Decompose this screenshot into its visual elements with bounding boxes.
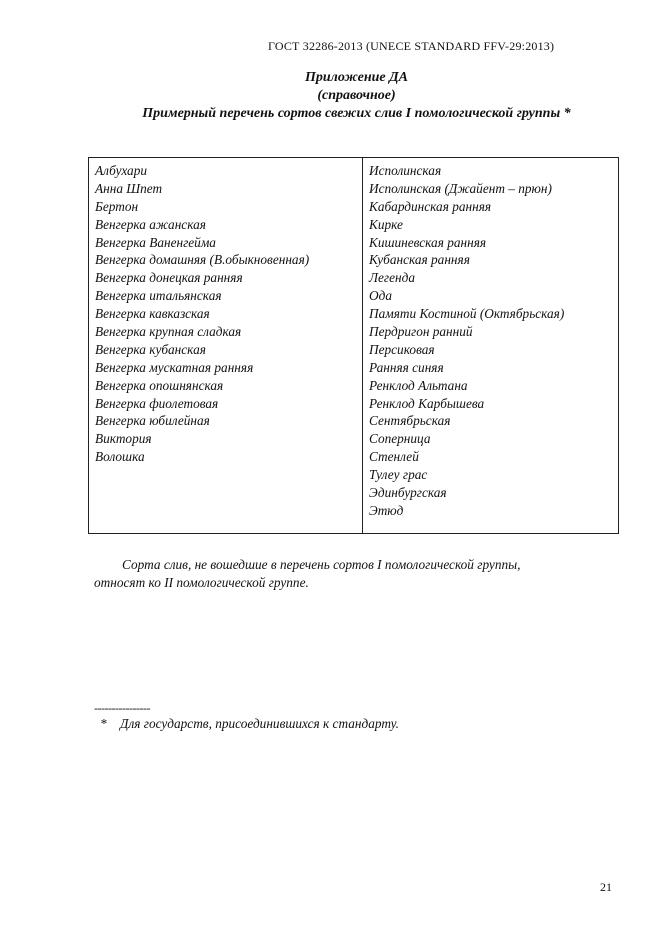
variety-item: Виктория: [95, 431, 152, 447]
variety-item: Венгерка фиолетовая: [95, 395, 219, 411]
variety-item: Ренклод Карбышева: [369, 395, 485, 411]
right-column: [369, 162, 564, 520]
variety-item: Этюд: [369, 502, 404, 518]
variety-item: Пердригон ранний: [369, 324, 473, 340]
annex-caption: Примерный перечень сортов свежих слив I помологической группы *: [142, 106, 571, 121]
annex-title: Приложение ДА: [304, 70, 409, 85]
variety-item: Венгерка домашняя (В.обыкновенная): [95, 252, 310, 268]
annex-status: (справочное): [317, 88, 396, 103]
variety-item: Венгерка мускатная ранняя: [95, 359, 254, 375]
note-line-2: относят ко II помологической группе.: [94, 575, 309, 590]
variety-item: Венгерка опошнянская: [95, 377, 224, 393]
footnote-text: Для государств, присоединившихся к стандарту.: [120, 716, 399, 731]
column-divider: [362, 158, 363, 533]
variety-item: Кишиневская ранняя: [369, 234, 487, 250]
classification-note: [94, 556, 614, 592]
document-header: ГОСТ 32286-2013 (UNECE STANDARD FFV-29:2013): [268, 39, 555, 53]
footnote-separator: ----------------: [94, 701, 150, 715]
variety-item: Кабардинская ранняя: [369, 198, 492, 214]
variety-item: Венгерка кубанская: [95, 341, 206, 357]
variety-item: Эдинбургская: [369, 485, 447, 501]
footnote-mark: *: [100, 716, 107, 731]
variety-item: Стенлей: [369, 449, 419, 465]
variety-item: Венгерка ажанская: [95, 216, 206, 232]
note-line-1: Сорта слив, не вошедшие в перечень сортов I помологической группы,: [122, 557, 521, 572]
variety-item: Исполинская (Джайент – прюн): [369, 180, 552, 196]
variety-item: Тулеу грас: [369, 467, 428, 483]
varieties-table: [88, 157, 619, 534]
variety-item: Анна Шпет: [95, 180, 163, 196]
left-column: [95, 162, 309, 466]
variety-item: Ренклод Альтана: [369, 377, 468, 393]
annex-title-block: [60, 69, 653, 123]
variety-item: Кирке: [369, 216, 403, 232]
variety-item: Венгерка Ваненгейма: [95, 234, 216, 250]
variety-item: Бертон: [95, 198, 139, 214]
variety-item: Легенда: [369, 270, 415, 286]
variety-item: Венгерка юбилейная: [95, 413, 210, 429]
page-number: 21: [600, 880, 612, 894]
variety-item: Албухари: [95, 163, 147, 178]
variety-item: Волошка: [95, 449, 145, 465]
variety-item: Персиковая: [369, 341, 435, 357]
variety-item: Исполинская: [369, 163, 442, 178]
variety-item: Кубанская ранняя: [369, 252, 470, 268]
footnote: [100, 716, 399, 732]
variety-item: Сентябрьская: [369, 413, 451, 429]
variety-item: Ранняя синяя: [369, 359, 444, 375]
variety-item: Памяти Костиной (Октябрьская): [369, 306, 565, 322]
variety-item: Венгерка кавказская: [95, 306, 210, 322]
variety-item: Соперница: [369, 431, 431, 447]
variety-item: Венгерка итальянская: [95, 288, 222, 304]
variety-item: Венгерка крупная сладкая: [95, 324, 242, 340]
variety-item: Ода: [369, 288, 392, 304]
variety-item: Венгерка донецкая ранняя: [95, 270, 243, 286]
